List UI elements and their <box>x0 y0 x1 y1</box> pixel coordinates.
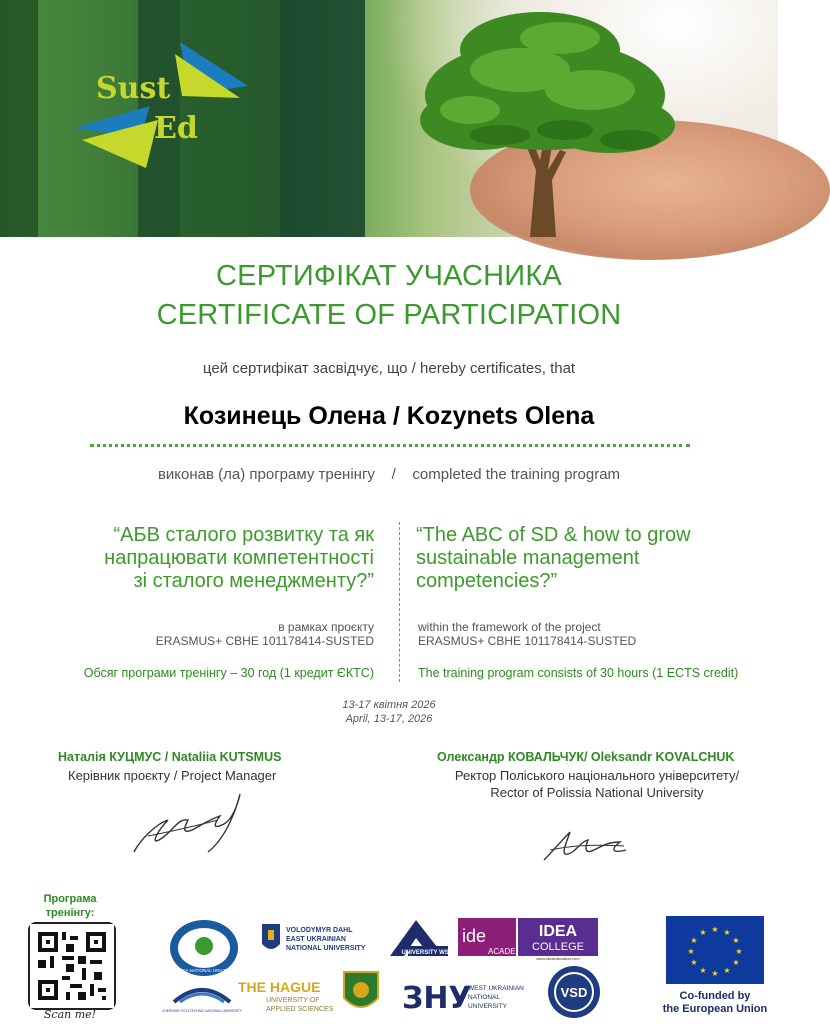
svg-text:★: ★ <box>711 925 719 934</box>
training-dates <box>0 698 778 726</box>
framework-uk-line: в рамках проєкту <box>278 620 374 634</box>
svg-text:★: ★ <box>699 966 707 975</box>
tree-image <box>360 0 680 237</box>
svg-text:★: ★ <box>711 969 719 978</box>
hague-title: THE HAGUE <box>238 979 321 995</box>
svg-text:★: ★ <box>732 936 740 945</box>
hague-line: APPLIED SCIENCES <box>266 1006 334 1013</box>
wunu-line: NATIONAL <box>468 994 501 1001</box>
svg-text:★: ★ <box>723 928 731 937</box>
svg-text:★: ★ <box>735 947 743 956</box>
wunu-line: UNIVERSITY <box>468 1003 508 1010</box>
idea-url-text: www.ideaeducation.com <box>536 956 580 961</box>
signatory-right-role-line: Rector of Polissia National University <box>490 785 704 800</box>
logo-ed: Ed <box>154 111 198 146</box>
university-crest-logo <box>340 968 382 1016</box>
signature-left <box>128 790 248 862</box>
banner-stripe <box>280 0 365 237</box>
signatory-right-role <box>437 767 757 801</box>
column-divider <box>399 522 400 682</box>
wunu-mark: ЗНУ <box>402 981 472 1016</box>
hague-university-logo <box>236 976 336 1016</box>
program-uk-line: зі сталого менеджменту?” <box>133 570 374 592</box>
participant-name: Козинець Олена / Kozynets Olena <box>183 402 595 430</box>
dahl-university-logo <box>260 920 370 956</box>
framework-en-line: within the framework of the project <box>418 620 601 634</box>
college-text: COLLEGE <box>532 941 584 953</box>
signatory-right-name: Олександр КОВАЛЬЧУК/ Oleksandr KOVALCHUK <box>437 750 735 764</box>
title-ukrainian: СЕРТИФІКАТ УЧАСНИКА <box>216 260 562 292</box>
framework-en-line: ERASMUS+ CBHE 101178414-SUSTED <box>418 634 637 648</box>
intro-text: цей сертифікат засвідчує, що / hereby certificates, that <box>202 360 576 377</box>
dahl-line: EAST UKRAINIAN <box>286 936 346 943</box>
eu-flag <box>666 916 764 984</box>
svg-text:★: ★ <box>687 947 695 956</box>
qr-label-line: тренінгу: <box>45 907 95 919</box>
logo-sust: Sust <box>96 71 171 106</box>
svg-text:★: ★ <box>732 958 740 967</box>
dahl-line: NATIONAL UNIVERSITY <box>286 945 366 952</box>
idea-text: IDEA <box>538 923 578 940</box>
scan-me-text: Scan me! <box>43 1008 97 1021</box>
hague-line: UNIVERSITY OF <box>266 997 320 1004</box>
polissia-logo <box>168 918 240 978</box>
svg-text:★: ★ <box>690 936 698 945</box>
eu-text-line: Co-funded by <box>679 990 751 1002</box>
program-title-english <box>416 524 746 593</box>
hours-english: The training program consists of 30 hours (1 ECTS credit) <box>418 666 739 680</box>
signature-right <box>540 820 630 870</box>
program-en-line: “The ABC of SD & how to grow <box>416 524 691 546</box>
signatory-left-name: Наталія КУЦМУС / Nataliia KUTSMUS <box>58 750 282 764</box>
eu-cofunded-text <box>650 990 780 1016</box>
name-underline <box>90 444 690 447</box>
eu-text-line: the European Union <box>662 1003 768 1015</box>
svg-text:★: ★ <box>690 958 698 967</box>
framework-english <box>418 620 748 648</box>
susted-logo <box>70 36 260 176</box>
dahl-line: VOLODYMYR DAHL <box>286 927 353 934</box>
svg-text:★: ★ <box>699 928 707 937</box>
idea-college-logo <box>458 916 600 960</box>
title-english: CERTIFICATE OF PARTICIPATION <box>156 299 622 331</box>
completed-text: виконав (ла) програму тренінгу / completed the training program <box>157 466 621 483</box>
svg-text:★: ★ <box>723 966 731 975</box>
eu-stars-icon <box>666 916 764 984</box>
qr-code[interactable] <box>28 922 116 1010</box>
date-english: April, 13-17, 2026 <box>345 713 433 725</box>
polissia-text: POLISSIA NATIONAL UNIVERSITY <box>168 968 240 973</box>
wsei-text: UNIVERSITY WSEI <box>401 950 455 956</box>
vsd-text: VSD <box>560 985 588 1000</box>
signatory-right-role-line: Ректор Поліського національного університету/ <box>454 768 740 783</box>
wsei-logo <box>386 916 455 960</box>
program-en-line: sustainable management <box>416 547 640 569</box>
chernihiv-text: CHERNIHIV POLYTECHNIC NATIONAL UNIVERSITY <box>162 1009 242 1013</box>
header-banner <box>0 0 778 237</box>
signatory-left-role: Керівник проєкту / Project Manager <box>68 768 277 783</box>
chernihiv-polytechnic-logo <box>162 978 242 1016</box>
framework-ukrainian <box>74 620 374 648</box>
wunu-logo <box>400 976 540 1016</box>
idea-acad-text: ACADE <box>488 947 516 956</box>
program-title-ukrainian <box>64 524 374 593</box>
wunu-line: WEST UKRAINIAN <box>468 985 524 992</box>
hours-ukrainian: Обсяг програми тренінгу – 30 год (1 кредит ЄКТС) <box>83 666 374 680</box>
qr-label <box>30 892 110 920</box>
idea-side-text: ide <box>462 926 487 946</box>
vsd-logo <box>546 964 602 1020</box>
qr-code-icon <box>30 924 114 1008</box>
framework-uk-line: ERASMUS+ CBHE 101178414-SUSTED <box>155 634 374 648</box>
program-uk-line: “АБВ сталого розвитку та як <box>113 524 374 546</box>
program-en-line: competencies?” <box>416 570 558 592</box>
qr-label-line: Програма <box>43 893 97 905</box>
date-ukrainian: 13-17 квітня 2026 <box>342 699 436 711</box>
banner-stripe <box>0 0 38 237</box>
program-uk-line: напрацювати компетентності <box>104 547 374 569</box>
